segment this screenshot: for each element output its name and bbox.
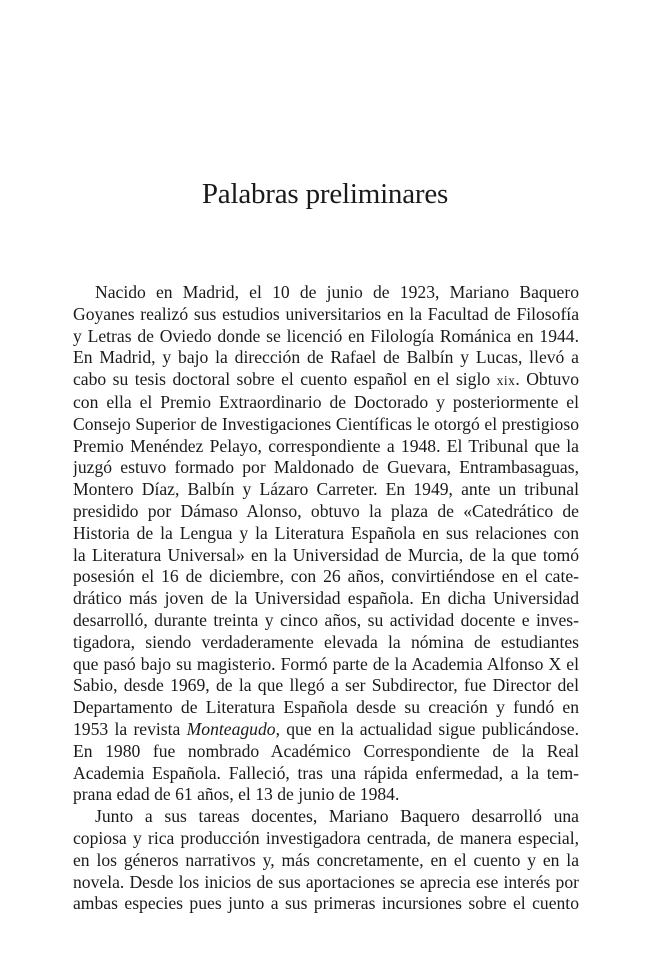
text-line: copiosa y rica producción investigadora centrada, de manera especial,: [73, 827, 579, 848]
text-line: novela. Desde los inicios de sus aportaciones se aprecia ese interés por: [73, 871, 579, 892]
text-segment: , que en la actualidad sigue publicándose.: [275, 718, 579, 739]
text-segment: 1953 la revista: [73, 718, 187, 739]
text-segment: . Obtuvo: [515, 369, 579, 390]
text-line: presidido por Dámaso Alonso, obtuvo la plaza de «Catedrático de: [73, 500, 579, 521]
text-line: Sabio, desde 1969, de la que llegó a ser Subdirector, fue Director del: [73, 675, 579, 696]
text-line: y Letras de Oviedo donde se licenció en Filología Románica en 1944.: [73, 325, 579, 346]
text-line: que pasó bajo su magisterio. Formó parte de la Academia Alfonso X el: [73, 653, 579, 674]
text-line: En Madrid, y bajo la dirección de Rafael de Balbín y Lucas, llevó a: [73, 347, 579, 368]
text-line: la Literatura Universal» en la Universidad de Murcia, de la que tomó: [73, 544, 579, 565]
text-line: Academia Española. Falleció, tras una rápida enfermedad, a la tem-: [73, 762, 579, 783]
text-line: prana edad de 61 años, el 13 de junio de 1984.: [73, 784, 400, 805]
text-line: Nacido en Madrid, el 10 de junio de 1923, Mariano Baquero: [95, 282, 579, 302]
text-line: [73, 719, 579, 741]
text-line: Departamento de Literatura Española desde su creación y fundó en: [73, 697, 579, 718]
journal-title: Monteagudo: [186, 718, 276, 739]
text-line: tigadora, siendo verdaderamente elevada la nómina de estudiantes: [73, 631, 579, 652]
text-line: con ella el Premio Extraordinario de Doctorado y posteriormente el: [73, 391, 579, 412]
text-line: ambas especies pues junto a sus primeras incursiones sobre el cuento: [73, 893, 579, 914]
text-line: en los géneros narrativos y, más concretamente, en el cuento y en la: [73, 849, 579, 870]
text-line: drático más joven de la Universidad española. En dicha Universidad: [73, 588, 579, 609]
text-line: [73, 369, 579, 392]
text-line: Junto a sus tareas docentes, Mariano Baquero desarrolló una: [95, 806, 579, 827]
text-line: posesión el 16 de diciembre, con 26 años, convirtiéndose en el cate-: [73, 566, 579, 587]
body-text: [73, 282, 579, 915]
text-line: desarrolló, durante treinta y cinco años, su actividad docente e inves-: [73, 609, 579, 630]
page-title: Palabras preliminares: [201, 178, 449, 210]
text-line: Premio Menéndez Pelayo, correspondiente a 1948. El Tribunal que la: [73, 435, 579, 456]
text-line: juzgó estuvo formado por Maldonado de Guevara, Entrambasaguas,: [73, 457, 579, 478]
text-line: Goyanes realizó sus estudios universitarios en la Facultad de Filosofía: [73, 303, 579, 324]
text-line: Consejo Superior de Investigaciones Científicas le otorgó el prestigioso: [73, 413, 579, 434]
text-line: Historia de la Lengua y la Literatura Española en sus relaciones con: [73, 522, 579, 543]
text-segment: cabo su tesis doctoral sobre el cuento español en el siglo: [73, 369, 497, 390]
small-caps-century: xix: [496, 373, 516, 389]
text-line: En 1980 fue nombrado Académico Correspondiente de la Real: [73, 740, 579, 761]
text-line: Montero Díaz, Balbín y Lázaro Carreter. En 1949, ante un tribunal: [73, 479, 579, 500]
